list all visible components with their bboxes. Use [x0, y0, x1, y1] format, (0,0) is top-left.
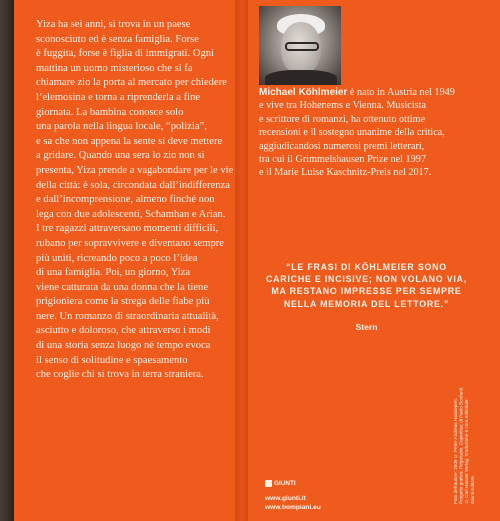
author-name: Michael Köhlmeier — [259, 87, 348, 98]
author-bio-text: è nato in Austria nel 1949 e vive tra Hohenems e Vienna. Musicista e scrittore di romanzi, ha ottenuto ottime recensioni e il sostegno unanime della critica, aggiudicandosi numerosi premi letterari, tra cui il Grimmelshausen Prize nel 1997 e il Marie Luise Kaschnitz-Preis nel 2017. — [259, 87, 455, 179]
book-synopsis: Yiza ha sei anni, si trova in un paese sconosciuto ed è senza famiglia. Forse è fuggita, forse è figlia di immigrati. Ogni mattina un uomo misterioso che si fa chiamare zio la porta al mercato per chiedere l’elemosina e torna a riprenderla a fine giornata. La bambina conosce solo una parola nella lingua locale, “polizia”, e sa che non appena la sente si deve mettere a gridare. Quando una sera lo zio non si presenta, Yiza prende a vagabondare per le vie della città: è sola, circondata dall’indifferenza e dall’incomprensione, almeno finché non lega con due adolescenti, Schamhan e Arian. I tre ragazzi attraversano momenti difficili, rubano per sopravvivere e diventano sempre più uniti, ricreando poco a poco l’idea di una famiglia. Poi, un giorno, Yiza viene catturata da una donna che la tiene prigioniera come la strega delle fiabe più nere. Un romanzo di straordinaria attualità, asciutto e doloroso, che attraverso i modi di una storia senza luogo né tempo evoca il senso di solitudine e spaesamento che coglie chi si trova in terra straniera. — [36, 19, 234, 381]
publisher-url-bompiani[interactable]: www.bompiani.eu — [265, 504, 321, 511]
review-quote: “LE FRASI DI KÖHLMEIER SONO CARICHE E INCISIVE; NON VOLANO VIA, MA RESTANO IMPRESSE PER SEMPRE NELLA MEMORIA DEL LETTORE.” — [265, 262, 468, 309]
author-photo-shirt — [265, 70, 337, 85]
publisher-urls — [265, 494, 321, 512]
author-photo — [259, 6, 341, 85]
publisher-logo-icon — [265, 480, 272, 487]
publisher-url-giunti[interactable]: www.giunti.it — [265, 495, 306, 502]
book-spine-edge — [0, 0, 14, 521]
author-bio — [259, 86, 474, 180]
review-quote-source: Stern — [355, 322, 378, 332]
flap-fold-divider — [235, 0, 248, 521]
publisher-logo — [265, 480, 296, 487]
image-credits: Foto dell’autore: 2009 © Peter-Andreas Hassiepen. Progetto grafico: Polystudio. Copertina: di Paolo Bonfanti. © Carl Hanser Verlag. Traduzione e cura editoriale: Giunti Editore. — [453, 386, 475, 504]
author-photo-glasses — [285, 42, 319, 51]
publisher-name: GIUNTI — [274, 480, 296, 487]
